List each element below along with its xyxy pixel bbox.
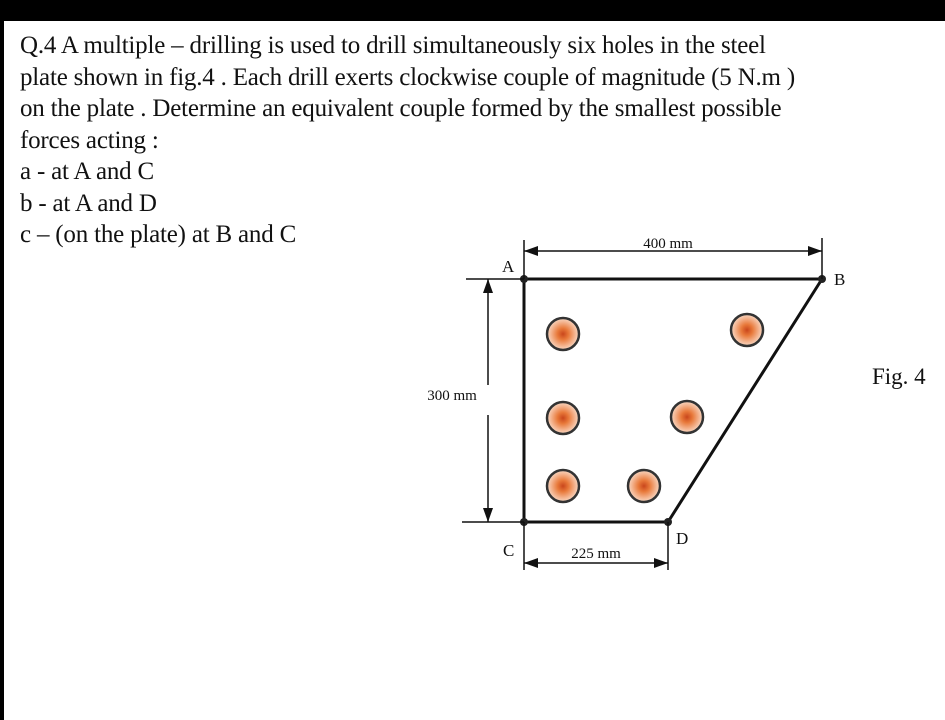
drill-hole-3 <box>547 402 579 434</box>
point-label-b: B <box>834 270 846 289</box>
drill-hole-2 <box>731 314 763 346</box>
part-c: c – (on the plate) at B and C <box>20 221 297 248</box>
drill-holes <box>547 314 763 502</box>
dim-label-bottom: 225 mm <box>571 546 621 562</box>
point-label-c: C <box>503 541 515 560</box>
dim-label-top: 400 mm <box>643 236 693 252</box>
arrow-bottom-right <box>654 558 668 568</box>
part-a: a - at A and C <box>20 158 154 185</box>
arrow-bottom-left <box>524 558 538 568</box>
drill-hole-6 <box>628 470 660 502</box>
part-b: b - at A and D <box>20 189 157 217</box>
drill-hole-1 <box>547 318 579 350</box>
arrow-left-bottom <box>483 508 493 522</box>
point-label-a: A <box>502 257 515 276</box>
question-line-3: on the plate . Determine an equivalent couple formed by the smallest possible <box>20 95 782 122</box>
drill-hole-4 <box>671 401 703 433</box>
dim-label-left: 300 mm <box>427 388 477 404</box>
question-line-4: forces acting : <box>20 126 159 154</box>
drill-hole-5 <box>547 470 579 502</box>
question-line-1: Q.4 A multiple – drilling is used to drill simultaneously six holes in the steel <box>20 32 766 59</box>
question-line-2: plate shown in fig.4 . Each drill exerts clockwise couple of magnitude (5 N.m ) <box>20 63 795 91</box>
arrow-top-right <box>808 246 822 256</box>
point-label-d: D <box>676 529 689 548</box>
figure-label: Fig. 4 <box>872 364 926 389</box>
arrow-top-left <box>524 246 538 256</box>
arrow-left-top <box>483 279 493 293</box>
